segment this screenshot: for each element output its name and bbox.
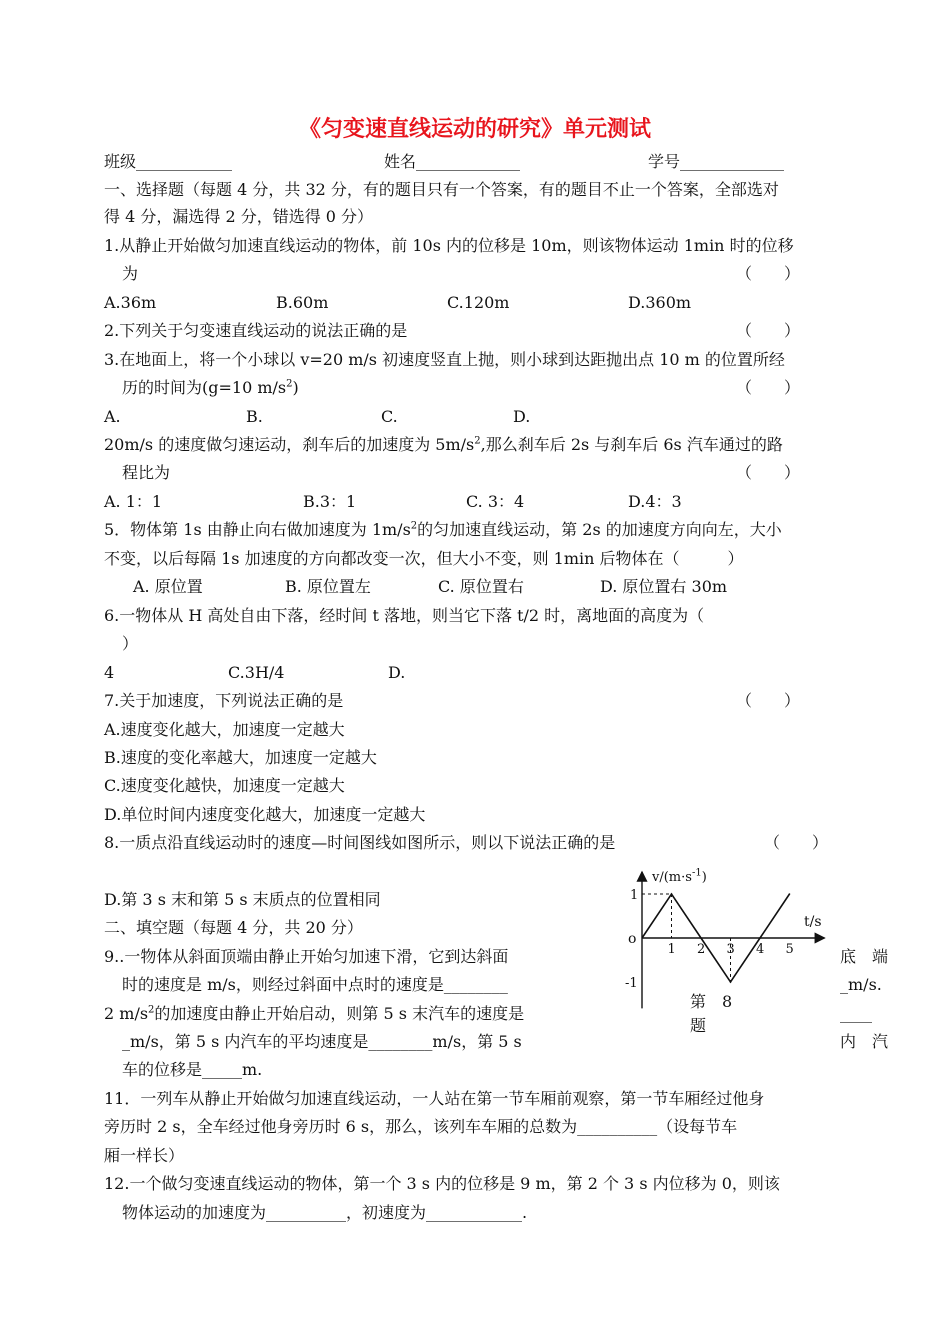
q6-option-d: D. — [388, 663, 406, 682]
chart-xlabel: t/s — [804, 914, 822, 930]
x-tick-label: 4 — [756, 942, 765, 957]
section1-heading-cont: 得 4 分，漏选得 2 分，错选得 0 分） — [104, 207, 374, 226]
q11-text-cont: 旁历时 2 s，全车经过他身旁历时 6 s，那么，该列车车厢的总数为__________（设每节车 — [104, 1117, 738, 1136]
q12-text-cont: 物体运动的加速度为__________，初速度为____________. — [122, 1203, 528, 1222]
q9-text: 9..一物体从斜面顶端由静止开始匀加速下滑，它到达斜面 — [104, 947, 509, 966]
name-field: 姓名_____________ — [384, 152, 521, 171]
q3-option-c: C. — [381, 407, 398, 426]
q9-text-cont: 时的速度是 m/s，则经过斜面中点时的速度是________ — [122, 975, 508, 994]
x-tick-label: 2 — [697, 942, 706, 957]
q6-option-c: C.3H/4 — [228, 663, 285, 682]
page-title: 《匀变速直线运动的研究》单元测试 — [298, 117, 651, 142]
q1-option-c: C.120m — [447, 293, 510, 312]
q3-answer-paren: （ ） — [736, 378, 801, 397]
q1-text-cont: 为 — [122, 264, 139, 283]
q7-option-c: C.速度变化越快，加速度一定越大 — [104, 776, 345, 795]
chart-caption-cont: 题 — [690, 1016, 707, 1035]
data-point — [759, 937, 761, 939]
q1-option-d: D.360m — [628, 293, 692, 312]
q3-option-d: D. — [513, 407, 531, 426]
q10-text-right: ____ — [840, 1004, 872, 1023]
chart-caption: 第 8 — [690, 992, 733, 1011]
q4-text-cont: 程比为 — [122, 463, 171, 482]
q8-answer-paren: （ ） — [764, 833, 829, 852]
q7-option-d: D.单位时间内速度变化越大，加速度一定越大 — [104, 805, 426, 824]
q1-option-a: A.36m — [104, 293, 157, 312]
q1-option-b: B.60m — [276, 293, 329, 312]
data-point — [700, 937, 702, 939]
q5-option-d: D. 原位置右 30m — [600, 577, 728, 596]
q10-text-cont2: 车的位移是_____m. — [122, 1060, 263, 1079]
q7-option-a: A.速度变化越大，加速度一定越大 — [104, 720, 345, 739]
x-tick-label: 1 — [667, 942, 676, 957]
q1-answer-paren: （ ） — [736, 264, 801, 283]
y-tick-label: -1 — [625, 976, 638, 991]
q10-text-cont-right: 内 汽 — [840, 1032, 889, 1051]
y-tick-label: 1 — [630, 888, 639, 903]
section1-heading: 一、选择题（每题 4 分，共 32 分，有的题目只有一个答案，有的题目不止一个答案，全部选对 — [104, 180, 779, 199]
q2-text: 2.下列关于匀变速直线运动的说法正确的是 — [104, 321, 408, 340]
section2-heading: 二、填空题（每题 4 分，共 20 分） — [104, 918, 363, 937]
q4-answer-paren: （ ） — [736, 463, 801, 482]
q7-text: 7.关于加速度，下列说法正确的是 — [104, 691, 344, 710]
q3-option-b: B. — [246, 407, 263, 426]
chart-ylabel: $v/(m\cdot s^{-1})$ — [652, 867, 707, 885]
q8-text: 8.一质点沿直线运动时的速度—时间图线如图所示，则以下说法正确的是 — [104, 833, 616, 852]
q1-text: 1.从静止开始做匀加速直线运动的物体，前 10s 内的位移是 10m，则该物体运动 1min 时的位移 — [104, 236, 794, 255]
q4-option-c: C. 3：4 — [466, 492, 525, 511]
q4-option-d: D.4：3 — [628, 492, 682, 511]
q4-text: 20m/s 的速度做匀速运动，刹车后的加速度为 $5m/s^2$,那么刹车后 2s 与刹车后 6s 汽车通过的路 — [104, 435, 783, 454]
q4-option-a: A. 1：1 — [104, 492, 163, 511]
q6-option-fragment: 4 — [104, 663, 115, 682]
q5-option-c: C. 原位置右 — [438, 577, 524, 596]
q6-text: 6.一物体从 H 高处自由下落，经时间 t 落地，则当它下落 t/2 时，离地面的高度为（ — [104, 606, 705, 625]
q9-text-right: 底 端 — [840, 947, 889, 966]
q11-text: 11．一列车从静止开始做匀加速直线运动，一人站在第一节车厢前观察，第一节车厢经过他身 — [104, 1089, 765, 1108]
q4-option-b: B.3：1 — [303, 492, 357, 511]
q10-text: 2 $m/s^2$的加速度由静止开始启动，则第 5 s 末汽车的速度是 — [104, 1004, 525, 1023]
x-tick-label: 5 — [785, 942, 794, 957]
q2-answer-paren: （ ） — [736, 321, 801, 340]
q8-option-d: D.第 3 s 末和第 5 s 末质点的位置相同 — [104, 890, 381, 909]
q7-option-b: B.速度的变化率越大，加速度一定越大 — [104, 748, 377, 767]
q3-text: 3.在地面上，将一个小球以 v=20 m/s 初速度竖直上抛，则小球到达距抛出点 10 m 的位置所经 — [104, 350, 785, 369]
data-point — [671, 893, 673, 895]
q10-text-cont: _m/s，第 5 s 内汽车的平均速度是________m/s，第 5 s — [122, 1032, 522, 1051]
class-field: 班级____________ — [104, 152, 233, 171]
x-tick-label: 3 — [726, 942, 735, 957]
q9-text-cont-right: _m/s. — [840, 975, 882, 994]
student-id-field: 学号_____________ — [648, 152, 785, 171]
data-point — [730, 981, 732, 983]
vt-graph — [610, 862, 830, 1048]
q3-option-a: A. — [104, 407, 121, 426]
data-point — [789, 893, 791, 895]
q6-text-cont: ） — [122, 634, 139, 653]
q5-option-b: B. 原位置左 — [285, 577, 371, 596]
q3-text-cont: 历的时间为(g=10 $m/s^2$) — [122, 378, 299, 397]
origin-label: o — [628, 931, 637, 947]
q5-text-cont: 不变，以后每隔 1s 加速度的方向都改变一次，但大小不变，则 1min 后物体在（ ） — [104, 549, 744, 568]
q5-option-a: A. 原位置 — [133, 577, 203, 596]
q12-text: 12.一个做匀变速直线运动的物体，第一个 3 s 内的位移是 9 m，第 2 个 3 s 内位移为 0，则该 — [104, 1174, 780, 1193]
q5-text: 5．物体第 1s 由静止向右做加速度为 $1m/s^2$的匀加速直线运动，第 2s 的加速度方向向左，大小 — [104, 520, 782, 539]
q11-text-cont2: 厢一样长） — [104, 1146, 185, 1165]
q7-answer-paren: （ ） — [736, 691, 801, 710]
